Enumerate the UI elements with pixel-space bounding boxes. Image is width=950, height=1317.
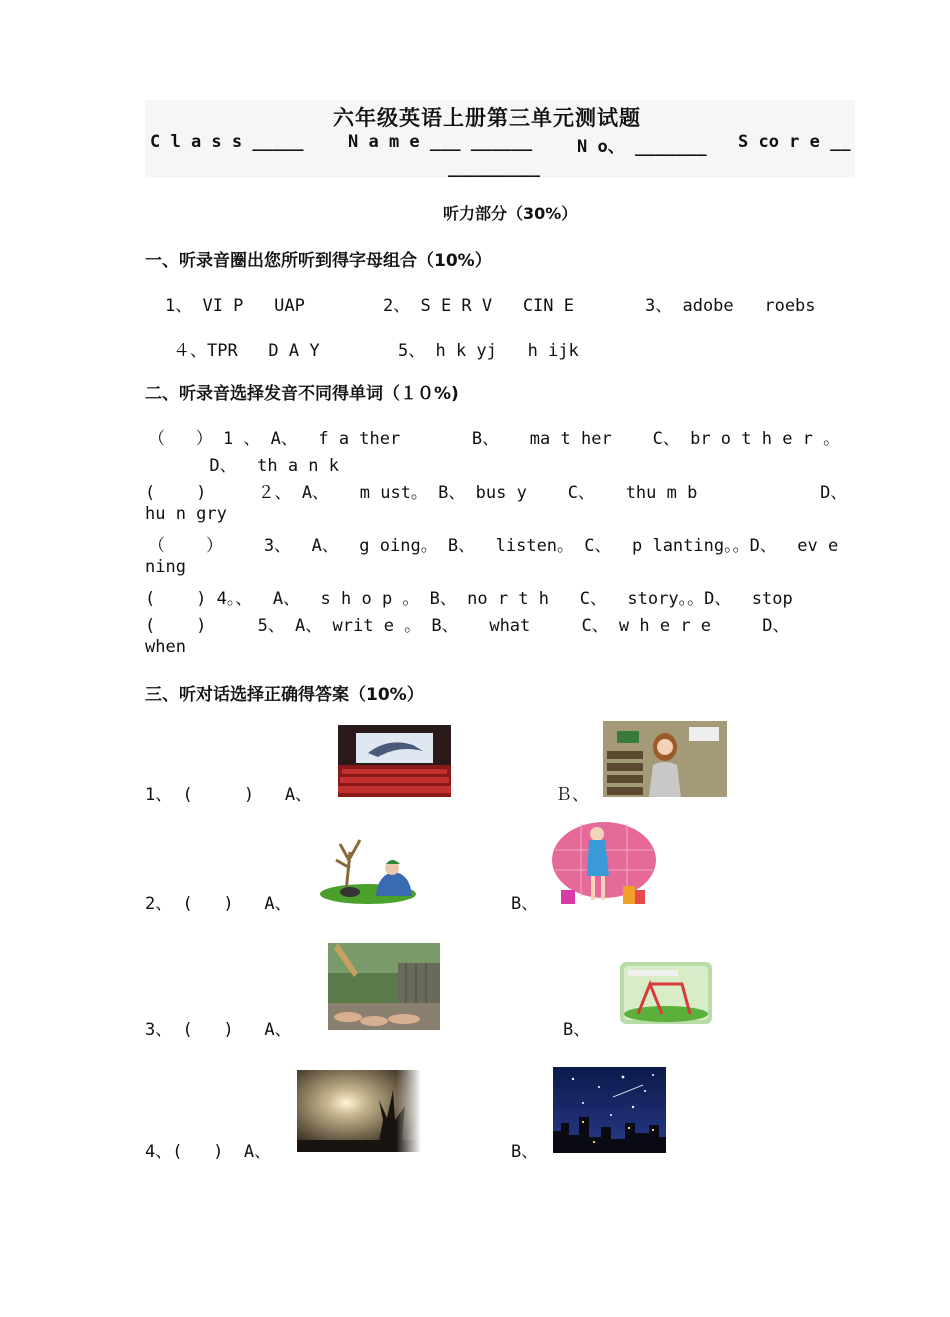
- s2-line-9: when: [145, 637, 186, 657]
- section2-heading: 二、听录音选择发音不同得单词（１０%): [145, 384, 459, 404]
- s2-line-2: D、 th a n k: [148, 456, 339, 476]
- q1-label: 1、 ( ) A、: [145, 785, 313, 805]
- q2-b-label: B、: [511, 894, 539, 914]
- q4-label: 4、( ) A、: [145, 1142, 272, 1162]
- s1-item-3: 3、 adobe roebs: [645, 296, 816, 316]
- s2-line-5: （ ） 3、 A、 g oing。 B、 listen。 C、 p lanting。。D、 ev e: [148, 536, 839, 556]
- number-field: N o、 _______: [577, 137, 707, 157]
- q2-shopping-woman-image: [551, 820, 657, 906]
- s2-line-6: ning: [145, 557, 186, 577]
- s1-item-4: ４、TPR D A Y: [173, 341, 320, 361]
- name-field: N a m e ___ ______: [348, 132, 533, 152]
- q4-night-sky-image: [553, 1067, 666, 1153]
- listening-heading: 听力部分（30%）: [443, 204, 578, 223]
- q4-sunset-image: [297, 1070, 421, 1152]
- q2-planting-tree-image: [316, 822, 420, 906]
- section3-heading: 三、听对话选择正确得答案（10%）: [145, 685, 424, 705]
- s2-line-7: ( ) 4。、 A、 s h o p 。 B、 no r t h C、 story。。D、 stop: [145, 589, 793, 609]
- s2-line-4: hu n gry: [145, 504, 227, 524]
- q1-cinema-image: [338, 725, 451, 797]
- class-field: C l a s s _____: [150, 132, 304, 152]
- s2-line-8: ( ) 5、 A、 writ e 。 B、 what C、 w h e r e D、: [145, 616, 790, 636]
- q2-label: 2、 ( ) A、: [145, 894, 292, 914]
- q4-b-label: B、: [511, 1142, 539, 1162]
- score-field-continuation: _________: [448, 158, 541, 178]
- s1-item-5: 5、 h k yj h ijk: [398, 341, 579, 361]
- score-field: S co r e __: [738, 132, 851, 152]
- q3-giraffe-zoo-image: [328, 943, 440, 1030]
- page-title: 六年级英语上册第三单元测试题: [333, 105, 641, 130]
- q3-b-label: B、: [563, 1020, 591, 1040]
- s2-line-3: ( ) ２、 A、 m ust。 B、 bus y C、 thu m b D、: [145, 483, 848, 503]
- q3-park-book-image: [620, 962, 712, 1024]
- s1-item-2: 2、 S E R V CIN E: [383, 296, 574, 316]
- section1-heading: 一、听录音圈出您所听到得字母组合（10%）: [145, 251, 492, 271]
- s1-item-1: 1、 VI P UAP: [165, 296, 305, 316]
- q1-library-teacher-image: [603, 721, 727, 797]
- s2-line-1: （ ） 1 、 A、 f a ther B、 ma t her C、 br o t h e r 。: [148, 429, 841, 449]
- q3-label: 3、 ( ) A、: [145, 1020, 292, 1040]
- q1-b-label: Ｂ、: [555, 785, 589, 805]
